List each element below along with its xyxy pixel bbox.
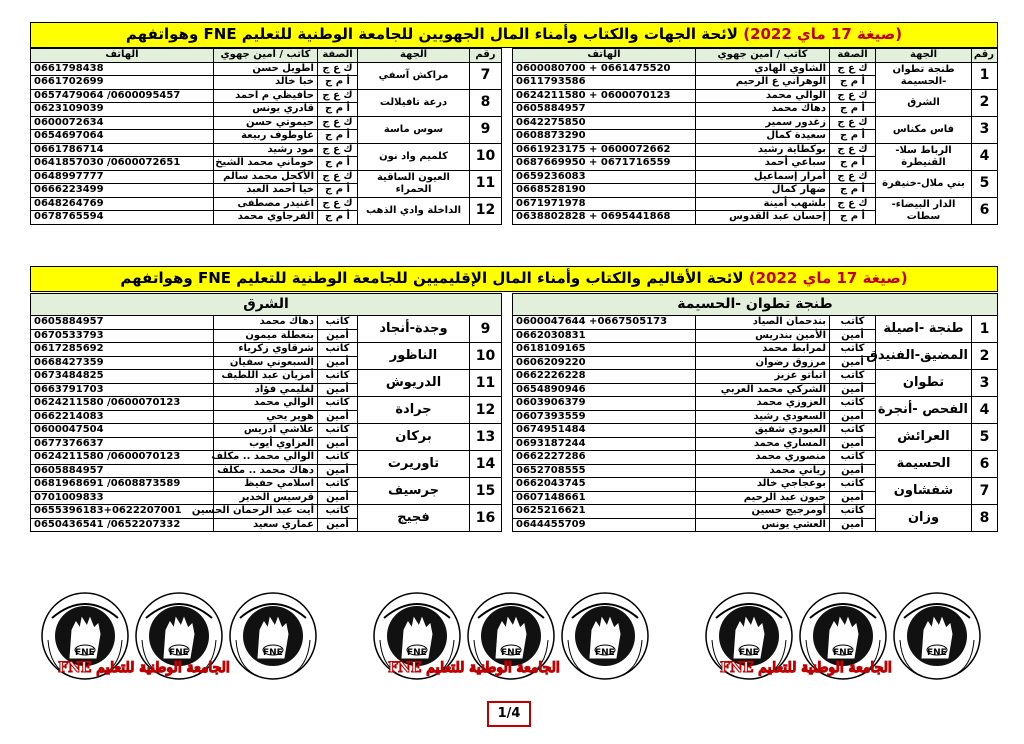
logo-caption: الجامعة الوطنية للتعليم FNE [58, 660, 230, 676]
table-row [513, 62, 998, 76]
name-cell: الأكحل محمد سالم [214, 170, 318, 184]
region-name: الدار البيضاء-سطات [876, 197, 972, 224]
role-cell: كاتب [318, 478, 358, 492]
table-row [513, 170, 998, 184]
region-name: طنجة -اصيلة [876, 316, 972, 343]
name-cell: سباعي أحمد [696, 157, 830, 171]
table-row [31, 343, 502, 357]
row-number: 11 [470, 370, 502, 397]
role-cell: كاتب [830, 424, 876, 438]
phone-cell: 0673484825 [31, 370, 214, 384]
name-cell: بلشهب أمينة [696, 197, 830, 211]
name-cell: الوهراني ع الرحيم [696, 76, 830, 90]
phone-cell: 0671971978 [513, 197, 696, 211]
name-cell: بندحمان الصياد [696, 316, 830, 330]
table-row [31, 451, 502, 465]
name-cell: الوالي محمد [696, 89, 830, 103]
provinces-table-right [512, 293, 998, 532]
region-name: المضيق-الفنيدق [876, 343, 972, 370]
phone-cell: 0648264769 [31, 197, 214, 211]
section-title-oriental: الشرق [31, 294, 502, 316]
name-cell: العشي يونس [696, 518, 830, 532]
name-cell: الوالي محمد .. مكلف [214, 451, 318, 465]
phone-cell: 0625216621 [513, 505, 696, 519]
phone-cell: 0668427359 [31, 356, 214, 370]
phone-cell: 0668528190 [513, 184, 696, 198]
row-number: 5 [972, 424, 998, 451]
fne-logo-icon [560, 588, 650, 684]
phone-cell: 0662227286 [513, 451, 696, 465]
region-name: وزان [876, 505, 972, 532]
role-cell: كاتب [318, 397, 358, 411]
row-number: 2 [972, 89, 998, 116]
name-cell: ضهار كمال [696, 184, 830, 198]
provincial-banner [30, 266, 998, 292]
col-role: الصفة [318, 49, 358, 63]
row-number: 7 [972, 478, 998, 505]
role-cell: أ م ج [318, 157, 358, 171]
phone-cell: 0661798438 [31, 62, 214, 76]
phone-cell: 0655396183+0622207001 [31, 505, 214, 519]
name-cell: دهاك محمد [214, 316, 318, 330]
phone-cell: 0605884957 [31, 464, 214, 478]
role-cell: أ م ج [318, 211, 358, 225]
row-number: 2 [972, 343, 998, 370]
role-cell: كاتب [830, 505, 876, 519]
region-name: فاس مكناس [876, 116, 972, 143]
phone-cell: 0662030831 [513, 329, 696, 343]
role-cell: أمين [318, 437, 358, 451]
role-cell: ك ع ج [318, 170, 358, 184]
name-cell: شرقاوي زكرياء [214, 343, 318, 357]
phone-cell: 0663791703 [31, 383, 214, 397]
provinces-table-left [30, 293, 502, 532]
role-cell: أمين [318, 329, 358, 343]
role-cell: أمين [830, 464, 876, 478]
row-number: 6 [972, 197, 998, 224]
name-cell: العزاوي أيوب [214, 437, 318, 451]
role-cell: أ م ج [830, 211, 876, 225]
phone-cell: 0600047644 +0667505173 [513, 316, 696, 330]
name-cell: العزوزي محمد [696, 397, 830, 411]
name-cell: لغليمي فؤاد [214, 383, 318, 397]
role-cell: ك ع ج [318, 89, 358, 103]
phone-cell: 0693187244 [513, 437, 696, 451]
table-row [513, 451, 998, 465]
phone-cell: 0624211580 /0600070123 [31, 451, 214, 465]
col-num: رقم [972, 49, 998, 63]
region-name: الداخلة وادي الذهب [358, 197, 470, 224]
region-name: جرادة [358, 397, 470, 424]
name-cell: منصوري محمد [696, 451, 830, 465]
role-cell: أمين [830, 329, 876, 343]
phone-cell: 0666223499 [31, 184, 214, 198]
phone-cell: 0661923175 + 0600072662 [513, 143, 696, 157]
logo-caption: الجامعة الوطنية للتعليم FNE [388, 660, 560, 676]
table-row [31, 370, 502, 384]
table-row [31, 143, 502, 157]
name-cell: اطويل حسن [214, 62, 318, 76]
phone-cell: 0638802828 + 0695441868 [513, 211, 696, 225]
table-row [31, 316, 502, 330]
row-number: 11 [470, 170, 502, 197]
role-cell: ك ع ج [318, 62, 358, 76]
row-number: 10 [470, 343, 502, 370]
role-cell: كاتب [318, 451, 358, 465]
phone-cell: 0624211580 + 0600070123 [513, 89, 696, 103]
table-row [513, 197, 998, 211]
name-cell: خبا خالد [214, 76, 318, 90]
phone-cell: 0677376637 [31, 437, 214, 451]
row-number: 5 [972, 170, 998, 197]
name-cell: هوير يحي [214, 410, 318, 424]
role-cell: كاتب [318, 505, 358, 519]
region-name: الدريوش [358, 370, 470, 397]
role-cell: كاتب [830, 316, 876, 330]
role-cell: أمين [830, 356, 876, 370]
phone-cell: 0644455709 [513, 518, 696, 532]
row-number: 7 [470, 62, 502, 89]
phone-cell: 0648997777 [31, 170, 214, 184]
region-name: تطوان [876, 370, 972, 397]
name-cell: اتباتو عزيز [696, 370, 830, 384]
region-name: جرسيف [358, 478, 470, 505]
regional-banner [30, 22, 998, 48]
phone-cell: 0617285692 [31, 343, 214, 357]
name-cell: قادري يونس [214, 103, 318, 117]
phone-cell: 0674951484 [513, 424, 696, 438]
role-cell: ك ع ج [318, 143, 358, 157]
banner-date: (صيغة 17 ماي 2022) [748, 269, 908, 287]
role-cell: أ م ج [830, 184, 876, 198]
row-number: 15 [470, 478, 502, 505]
role-cell: أمين [318, 383, 358, 397]
row-number: 9 [470, 116, 502, 143]
phone-cell: 0642275850 [513, 116, 696, 130]
name-cell: الشاوي الهادي [696, 62, 830, 76]
name-cell: حافيظي م احمد [214, 89, 318, 103]
phone-cell: 0654890946 [513, 383, 696, 397]
table-row [31, 424, 502, 438]
role-cell: ك ع ج [318, 197, 358, 211]
row-number: 10 [470, 143, 502, 170]
name-cell: حيموتي حسن [214, 116, 318, 130]
banner-title: لائحة الأقاليم والكتاب وأمناء المال الإقليميين للجامعة الوطنية للتعليم FNE وهواتفهم [120, 269, 749, 287]
name-cell: السبعوني سفيان [214, 356, 318, 370]
name-cell: اغنيدر مصطفى [214, 197, 318, 211]
table-row [513, 370, 998, 384]
phone-cell: 0661786714 [31, 143, 214, 157]
table-row [31, 170, 502, 184]
role-cell: ك ع ج [830, 170, 876, 184]
role-cell: كاتب [318, 424, 358, 438]
table-row [31, 478, 502, 492]
row-number: 14 [470, 451, 502, 478]
logo-fne-text: FNE [263, 648, 283, 658]
role-cell: أ م ج [318, 130, 358, 144]
name-cell: علاشي ادريس [214, 424, 318, 438]
row-number: 16 [470, 505, 502, 532]
phone-cell: 0624211580 /0600070123 [31, 397, 214, 411]
role-cell: كاتب [830, 397, 876, 411]
name-cell: أمزيان عبد اللطيف [214, 370, 318, 384]
role-cell: أمين [830, 491, 876, 505]
role-cell: كاتب [318, 316, 358, 330]
role-cell: كاتب [830, 451, 876, 465]
phone-cell: 0678765594 [31, 211, 214, 225]
logo-fne-text: FNE [833, 648, 853, 658]
col-role: الصفة [830, 49, 876, 63]
fne-logo-icon [892, 588, 982, 684]
phone-cell: 0662226228 [513, 370, 696, 384]
name-cell: أيت عبد الرحمان الحسين [214, 505, 318, 519]
table-row [513, 424, 998, 438]
logo-fne-text: FNE [501, 648, 521, 658]
phone-cell: 0652708555 [513, 464, 696, 478]
logo-fne-text: FNE [169, 648, 189, 658]
role-cell: ك ع ج [830, 116, 876, 130]
row-number: 1 [972, 62, 998, 89]
name-cell: بوعجاجي خالد [696, 478, 830, 492]
region-name: الرباط سلا-القنيطرة [876, 143, 972, 170]
name-cell: عاوطوف ربيعة [214, 130, 318, 144]
table-row [513, 397, 998, 411]
role-cell: أ م ج [318, 76, 358, 90]
region-name: بركان [358, 424, 470, 451]
phone-cell: 0670533793 [31, 329, 214, 343]
region-name: تاوريرت [358, 451, 470, 478]
phone-cell: 0611793586 [513, 76, 696, 90]
table-row [513, 316, 998, 330]
table-row [513, 505, 998, 519]
region-name: مراكش آسفي [358, 62, 470, 89]
table-row [513, 116, 998, 130]
table-row [31, 505, 502, 519]
table-row [31, 197, 502, 211]
phone-cell: 0600080700 + 0661475520 [513, 62, 696, 76]
name-cell: الفرجاوي محمد [214, 211, 318, 225]
name-cell: الأمين بندريس [696, 329, 830, 343]
row-number: 9 [470, 316, 502, 343]
name-cell: المساري محمد [696, 437, 830, 451]
phone-cell: 0681968691 /0608873589 [31, 478, 214, 492]
role-cell: أمين [318, 356, 358, 370]
role-cell: كاتب [318, 343, 358, 357]
phone-cell: 0662214083 [31, 410, 214, 424]
phone-cell: 0606209220 [513, 356, 696, 370]
region-name: بني ملال-خنيفرة [876, 170, 972, 197]
logo-fne-text: FNE [739, 648, 759, 658]
phone-cell: 0662043745 [513, 478, 696, 492]
table-row [513, 143, 998, 157]
row-number: 8 [972, 505, 998, 532]
role-cell: كاتب [318, 370, 358, 384]
logo-fne-text: FNE [927, 648, 947, 658]
role-cell: ك ع ج [830, 143, 876, 157]
name-cell: أمرار إسماعيل [696, 170, 830, 184]
role-cell: أ م ج [318, 103, 358, 117]
col-phone: الهاتف [513, 49, 696, 63]
phone-cell: 0641857030 /0600072651 [31, 157, 214, 171]
role-cell: أ م ج [830, 157, 876, 171]
name-cell: حيون عبد الرحيم [696, 491, 830, 505]
role-cell: ك ع ج [830, 89, 876, 103]
phone-cell: 0608873290 [513, 130, 696, 144]
name-cell: زغدور سمير [696, 116, 830, 130]
name-cell: اسلامي حفيظ [214, 478, 318, 492]
role-cell: أمين [830, 383, 876, 397]
table-row [31, 397, 502, 411]
row-number: 12 [470, 197, 502, 224]
role-cell: كاتب [830, 343, 876, 357]
row-number: 8 [470, 89, 502, 116]
banner-title: لائحة الجهات والكتاب وأمناء المال الجهويين للجامعة الوطنية للتعليم FNE وهواتفهم [125, 25, 744, 43]
phone-cell: 0600072634 [31, 116, 214, 130]
name-cell: بوكطاية رشيد [696, 143, 830, 157]
name-cell: خوماني محمد الشيخ [214, 157, 318, 171]
region-name: شفشاون [876, 478, 972, 505]
row-number: 3 [972, 370, 998, 397]
role-cell: ك ع ج [318, 116, 358, 130]
table-row [31, 62, 502, 76]
phone-cell: 0605884957 [513, 103, 696, 117]
role-cell: أ م ج [830, 76, 876, 90]
phone-cell: 0605884957 [31, 316, 214, 330]
banner-date: (صيغة 17 ماي 2022) [743, 25, 903, 43]
row-number: 4 [972, 143, 998, 170]
name-cell: مرزوق رضوان [696, 356, 830, 370]
row-number: 13 [470, 424, 502, 451]
logo-fne-text: FNE [75, 648, 95, 658]
col-region: الجهة [876, 49, 972, 63]
logo-fne-text: FNE [407, 648, 427, 658]
name-cell: سعيدة كمال [696, 130, 830, 144]
role-cell: كاتب [830, 370, 876, 384]
name-cell: دهاك محمد [696, 103, 830, 117]
phone-cell: 0607393559 [513, 410, 696, 424]
region-name: الناظور [358, 343, 470, 370]
role-cell: أمين [318, 518, 358, 532]
name-cell: مود رشيد [214, 143, 318, 157]
table-row [513, 343, 998, 357]
row-number: 1 [972, 316, 998, 343]
region-name: درعة تافيلالت [358, 89, 470, 116]
regions-table-right [512, 48, 998, 225]
role-cell: أ م ج [830, 103, 876, 117]
role-cell: أمين [318, 491, 358, 505]
role-cell: أ م ج [830, 130, 876, 144]
table-row [31, 116, 502, 130]
table-row [513, 478, 998, 492]
role-cell: أمين [318, 464, 358, 478]
role-cell: أمين [830, 410, 876, 424]
col-name: كاتب / أمين جهوي [696, 49, 830, 63]
phone-cell: 0654697064 [31, 130, 214, 144]
name-cell: العبودي شفيق [696, 424, 830, 438]
region-name: سوس ماسة [358, 116, 470, 143]
fne-logo-icon [228, 588, 318, 684]
col-name: كاتب / أمين جهوي [214, 49, 318, 63]
phone-cell: 0600047504 [31, 424, 214, 438]
role-cell: أ م ج [318, 184, 358, 198]
name-cell: قرسيس الخدير [214, 491, 318, 505]
regions-table-left [30, 48, 502, 225]
region-name: العرائش [876, 424, 972, 451]
phone-cell: 0657479064 /0600095457 [31, 89, 214, 103]
name-cell: السعودي رشيد [696, 410, 830, 424]
region-name: الشرق [876, 89, 972, 116]
name-cell: أومرجيج حسين [696, 505, 830, 519]
region-name: فجيج [358, 505, 470, 532]
region-name: الفحص -أنجرة [876, 397, 972, 424]
phone-cell: 0661702699 [31, 76, 214, 90]
name-cell: زياني محمد [696, 464, 830, 478]
name-cell: بنعطلة ميمون [214, 329, 318, 343]
role-cell: ك ع ج [830, 62, 876, 76]
section-title-tanger: طنجة تطوان -الحسيمة [513, 294, 998, 316]
logo-fne-text: FNE [595, 648, 615, 658]
col-phone: الهاتف [31, 49, 214, 63]
phone-cell: 0687669950 + 0671716559 [513, 157, 696, 171]
phone-cell: 0618109165 [513, 343, 696, 357]
row-number: 3 [972, 116, 998, 143]
role-cell: أمين [830, 518, 876, 532]
row-number: 4 [972, 397, 998, 424]
row-number: 12 [470, 397, 502, 424]
phone-cell: 0607148661 [513, 491, 696, 505]
name-cell: عماري سعيد [214, 518, 318, 532]
name-cell: الشركي محمد العربي [696, 383, 830, 397]
phone-cell: 0603906379 [513, 397, 696, 411]
page-number: 1/4 [487, 701, 531, 727]
name-cell: خيا أحمد العبد [214, 184, 318, 198]
name-cell: دهاك محمد .. مكلف [214, 464, 318, 478]
region-name: الحسيمة [876, 451, 972, 478]
region-name: العيون الساقية الحمراء [358, 170, 470, 197]
region-name: وجدة-أنجاد [358, 316, 470, 343]
name-cell: لمرابط محمد [696, 343, 830, 357]
name-cell: الوالي محمد [214, 397, 318, 411]
row-number: 6 [972, 451, 998, 478]
name-cell: إحسان عبد القدوس [696, 211, 830, 225]
region-name: طنجة تطوان -الحسيمة [876, 62, 972, 89]
region-name: كلميم واد نون [358, 143, 470, 170]
phone-cell: 0650436541 /0652207332 [31, 518, 214, 532]
role-cell: أمين [318, 410, 358, 424]
table-row [31, 89, 502, 103]
phone-cell: 0623109039 [31, 103, 214, 117]
logo-caption: الجامعة الوطنية للتعليم FNE [720, 660, 892, 676]
role-cell: أمين [830, 437, 876, 451]
col-region: الجهة [358, 49, 470, 63]
role-cell: ك ع ج [830, 197, 876, 211]
table-row [513, 89, 998, 103]
phone-cell: 0701009833 [31, 491, 214, 505]
role-cell: كاتب [830, 478, 876, 492]
col-num: رقم [470, 49, 502, 63]
phone-cell: 0659236083 [513, 170, 696, 184]
